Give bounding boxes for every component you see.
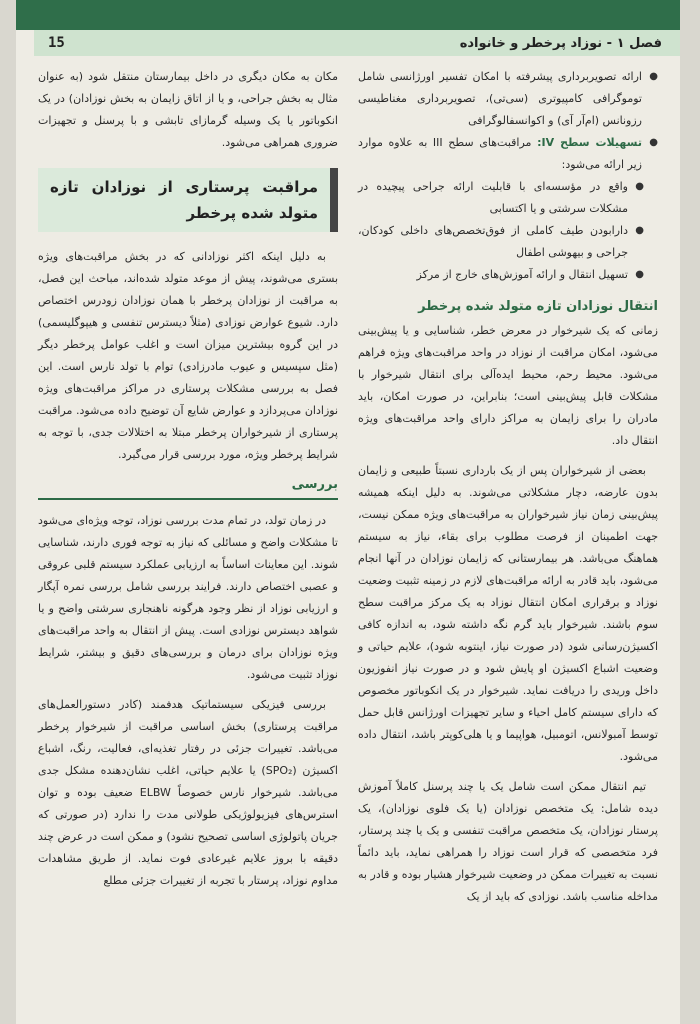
paragraph: تیم انتقال ممکن است شامل یک یا چند پرسنل کاملاً آموزش دیده شامل: یک متخصص نوزادان (یا یک فلوی نوزادان)، یک پرستار نوزادان، یک متخصص مراقبت تنفسی و یک یا چند پرستار، فرد متخصصی که قرار است نوزاد را همراهی نماید، باید دائماً نسبت به تغییرات ممکن در وضعیت شیرخوار هشیار بوده و قادر به مداخله مناسب باشد. نوزادی که باید از یک (358, 780, 658, 903)
level4-list (358, 132, 658, 176)
paragraph: به دلیل اینکه اکثر نوزادانی که در بخش مراقبت‌های ویژه بستری می‌شوند، پیش از موعد متولد شده‌اند، مباحث این فصل، به مراقبت از نوزادان پرخطر با همان نوزادان زودرس اختصاص دارد. شیوع عوارض نوزادی (مثلاً دیسترس تنفسی و هیپوگلیسمی) در این گروه بیشترین میزان است و اغلب عوامل پرخطر دیگر (مثل سپسیس و عیوب مادرزادی) توام با تولد نارس است. این فصل به بررسی مشکلات پرستاری در مراکز مراقبت‌های ویژه نوزادان می‌پردازد و عوارض شایع آن توضیح داده می‌شود. مراقبت پرستاری از شیرخواران پرخطر مبتلا به اختلالات جدی، با توجه به شرایط پرخطر ویژه، مورد بررسی قرار می‌گیرد. (38, 250, 338, 461)
book-page (16, 0, 680, 1024)
page-number: 15 (48, 35, 65, 51)
level4-text: مراقبت‌های سطح III به علاوه موارد زیر ارائه می‌شود: (358, 136, 642, 171)
list-item: ● واقع در مؤسسه‌ای با قابلیت ارائه جراحی پیچیده در مشکلات سرشتی و یا اکتسابی (358, 176, 658, 220)
running-header (34, 30, 680, 56)
paragraph: زمانی که یک شیرخوار در معرض خطر، شناسایی و یا پیش‌بینی می‌شود، امکان مراقبت از نوزاد در واحد مراقبت‌های ویژه فراهم می‌شود. محیط رحم، محیط ایده‌آلی برای انتقال شیرخوار با مشکلات قابل پیش‌بینی است؛ بنابراین، در صورت امکان، باید مادران را برای زایمان به مراکز دارای واحد مراقبت‌های ویژه انتقال داد. (358, 324, 658, 447)
assessment-heading-text: بررسی (291, 477, 338, 492)
paragraph: بررسی فیزیکی سیستماتیک هدفمند (کادر دستورالعمل‌های مراقبت پرستاری) بخش اساسی مراقبت از شیرخوار پرخطر می‌باشد. تغییرات جزئی در رفتار تغذیه‌ای، فعالیت، رنگ، اشباع اکسیژن (SPO₂) یا علایم حیاتی، اغلب نشان‌دهنده مشکل جدی می‌باشد. شیرخوار نارس خصوصاً ELBW ضعیف بوده و توان استرس‌های فیزیولوژیکی طولانی مدت را ندارد (در صورتی که جریان پاتولوژی اساسی تصحیح نشود) و ممکن است در عرض چند دقیقه با بروز علایم غیرعادی فوت نماید. از طریق مشاهدات مداوم نوزاد، پرستار با تجربه از تغییرات جزئی مطلع (38, 698, 338, 887)
paragraph: بعضی از شیرخواران پس از یک بارداری نسبتاً طبیعی و زایمان بدون عارضه، دچار مشکلاتی می‌شوند. به دلیل اینکه همیشه پیش‌بینی زمان نیاز شیرخواران به مراقبت‌های ویژه ممکن نیست، جهت اطمینان از فرصت مطلوب برای بقاء، نیاز به سیستم هماهنگ می‌باشد. هر بیمارستانی که زایمان نوزادان در آنها انجام می‌شود، باید قادر به ارائه مراقبت‌های لازم در زمینه تثبیت وضعیت نوزاد و برقراری امکان انتقال نوزاد به یک مرکز مراقبت سطح سوم باشند. شیرخوار باید گرم نگه داشته شود، به اندازه کافی اکسیژن‌رسانی شود (در صورت نیاز، اینتوبه شود)، علایم حیاتی و وضعیت اشباع اکسیژن او پایش شود و در صورت نیاز انفوزیون داخل وریدی را دریافت نماید. شیرخوار در یک انکوباتور مخصوص که دارای سیستم کامل احیاء و سایر تجهیزات اورژانس قابل حمل توسط آمبولانس، اتومبیل، هواپیما و یا هلی‌کوپتر باشد، انتقال داده می‌شود. (358, 464, 658, 763)
transfer-heading: انتقال نوزادان تازه متولد شده پرخطر (418, 299, 658, 314)
chapter-title: فصل ۱ - نوزاد پرخطر و خانواده (459, 35, 662, 51)
paragraph: مکان به مکان دیگری در داخل بیمارستان منتقل شود (به عنوان مثال به بخش جراحی، و یا از اتاق زایمان به بخش نوزادان) در یک انکوباتور یا یک وسیله گرمازای تابشی و با پرسنل و تجهیزات ضروری همراهی می‌شود. (38, 70, 338, 149)
top-color-band (16, 0, 680, 30)
right-column (358, 66, 658, 916)
list-item: ● تسهیل انتقال و ارائه آموزش‌های خارج از مرکز (358, 264, 658, 286)
section-title-box: مراقبت پرستاری از نوزادان تازه متولد شده پرخطر (38, 168, 338, 232)
left-column (38, 66, 338, 900)
list-item-level4 (358, 132, 658, 176)
level4-label: تسهیلات سطح IV: (537, 136, 642, 149)
bullet-list-imaging (358, 66, 658, 132)
paragraph: در زمان تولد، در تمام مدت بررسی نوزاد، توجه ویژه‌ای می‌شود تا مشکلات واضح و مسائلی که نیاز به توجه فوری دارند، شناسایی شوند. این معاینات اساساً به ارزیابی عملکرد سیستم قلبی عروقی و عصبی اختصاص دارند. فرایند بررسی شامل بررسی نمره آپگار و ارزیابی نوزاد از نظر وجود هرگونه ناهنجاری سرشتی واضح و یا شواهد دیسترس نوزادی است. پیش از انتقال به واحد مراقبت‌های ویژه نوزادان برای درمان و بررسی‌های دقیق و بیشتر، شرایط نوزاد تثبیت می‌شود. (38, 514, 338, 681)
level4-sub-list (358, 176, 658, 286)
list-item: ● دارابودن طیف کاملی از فوق‌تخصص‌های داخلی کودکان، جراحی و بیهوشی اطفال (358, 220, 658, 264)
assessment-heading (38, 474, 338, 500)
list-item: ● ارائه تصویربرداری پیشرفته با امکان تفسیر اورژانسی شامل توموگرافی کامپیوتری (سی‌تی)، تصویربرداری مغناطیسی رزونانس (ام‌آر آی) و اکوانسفالوگرافی (358, 66, 658, 132)
